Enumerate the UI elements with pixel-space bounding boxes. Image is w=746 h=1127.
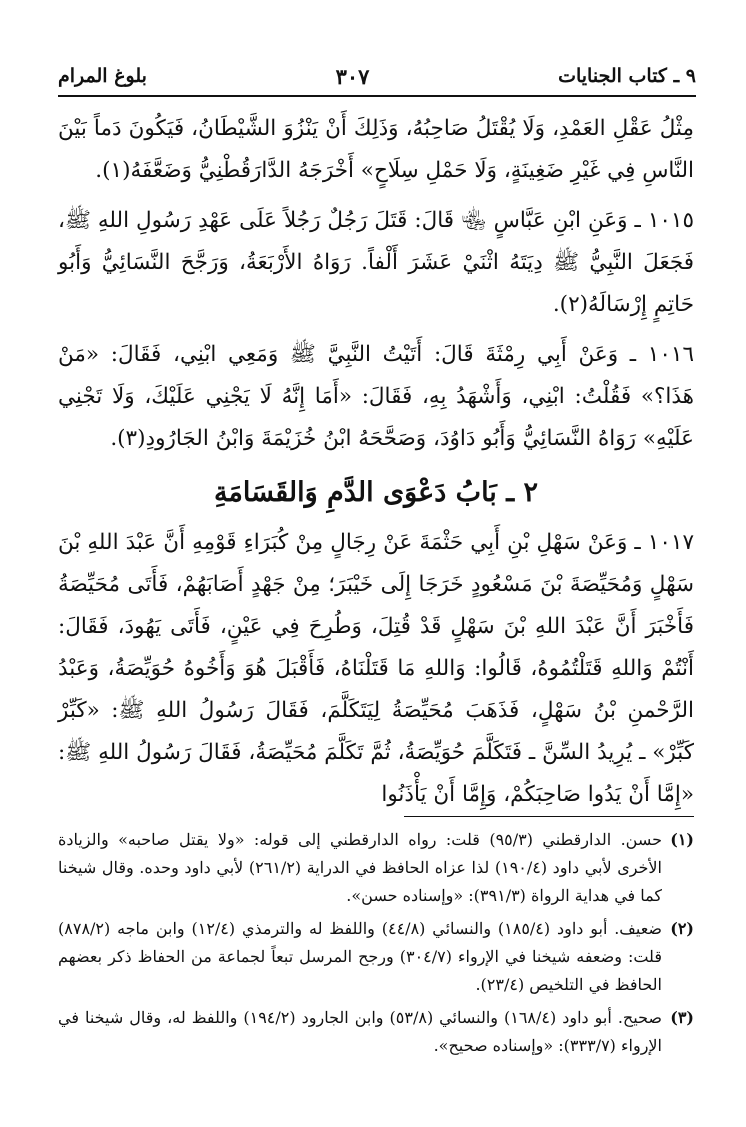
footnote-number: (٣) [670,1008,694,1027]
footnote [58,915,694,999]
footnote [58,826,694,910]
footnote-text: ضعيف. أبو داود (١٨٥/٤) والنسائي (٤٤/٨) واللفظ له والترمذي (١٢/٤) وابن ماجه (٨٧٨/٢) قلت: وضعفه شيخنا في الإرواء (٣٠٤/٧) ورجح المرسل تبعاً لجماعة من الحفاظ ذكر بعضهم الحافظ في التلخيص (٢٣/٤). [58,919,662,994]
main-text [58,108,694,824]
footnote [58,1004,694,1060]
hadith-1016: ١٠١٦ ـ وَعَنْ أَبِي رِمْثَةَ قَالَ: أَتَيْتُ النَّبِيَّ ﷺ وَمَعِي ابْنِي، فَقَالَ: «مَنْ هَذَا؟» فَقُلْتُ: ابْنِي، وَأَشْهَدُ بِهِ، فَقَالَ: «أَمَا إِنَّهُ لَا يَجْنِي عَلَيْكَ، وَلَا تَجْنِي عَلَيْهِ» رَوَاهُ النَّسَائِيُّ وَأَبُو دَاوُدَ، وَصَحَّحَهُ ابْنُ خُزَيْمَةَ وَابْنُ الجَارُودِ(٣). [58,342,694,451]
section-title: ٢ ـ بَابُ دَعْوَى الدَّمِ وَالقَسَامَةِ [213,477,539,508]
paragraph-continuation: مِثْلُ عَقْلِ العَمْدِ، وَلَا يُقْتَلُ صَاحِبُهُ، وَذَلِكَ أَنْ يَنْزُوَ الشَّيْطَانُ، فَيَكُونَ دَماً بَيْنَ النَّاسِ فِي غَيْرِ ضَغِينَةٍ، وَلَا حَمْلِ سِلَاحٍ» أَخْرَجَهُ الدَّارَقُطْنِيُّ وَضَعَّفَهُ(١). [58,116,694,183]
running-header [58,58,696,94]
footnote-text: صحيح. أبو داود (١٦٨/٤) والنسائي (٥٣/٨) وابن الجارود (١٩٤/٢) واللفظ له، وقال شيخنا في الإرواء (٣٣٣/٧): «وإسناده صحيح». [58,1008,662,1055]
hadith-1015: ١٠١٥ ـ وَعَنِ ابْنِ عَبَّاسٍ ﵄ قَالَ: قَتَلَ رَجُلٌ رَجُلاً عَلَى عَهْدِ رَسُولِ اللهِ ﷺ، فَجَعَلَ النَّبِيُّ ﷺ دِيَتَهُ اثْنَيْ عَشَرَ أَلْفاً. رَوَاهُ الأَرْبَعَةُ، وَرَجَّحَ النَّسَائِيُّ وَأَبُو حَاتِمٍ إِرْسَالَهُ(٢). [58,208,695,317]
page-number: ٣٠٧ [335,63,370,89]
hadith-1017: ١٠١٧ ـ وَعَنْ سَهْلِ بْنِ أَبِي حَثْمَةَ عَنْ رِجَالٍ مِنْ كُبَرَاءِ قَوْمِهِ أَنَّ عَبْدَ اللهِ بْنَ سَهْلٍ وَمُحَيِّصَةَ بْنَ مَسْعُودٍ خَرَجَا إِلَى خَيْبَرَ؛ مِنْ جَهْدٍ أَصَابَهُمْ، فَأَتَى مُحَيِّصَةُ فَأَخْبَرَ أَنَّ عَبْدَ اللهِ بْنَ سَهْلٍ قَدْ قُتِلَ، وَطُرِحَ فِي عَيْنٍ، فَأَتَى يَهُودَ، فَقَالَ: أَنْتُمْ وَاللهِ قَتَلْتُمُوهُ، قَالُوا: وَاللهِ مَا قَتَلْنَاهُ، فَأَقْبَلَ هُوَ وَأَخُوهُ حُوَيِّصَةُ، وَعَبْدُ الرَّحْمنِ بْنُ سَهْلٍ، فَذَهَبَ مُحَيِّصَةُ لِيَتَكَلَّمَ، فَقَالَ رَسُولُ اللهِ ﷺ: «كَبِّرْ كَبِّرْ» ـ يُرِيدُ السِّنَّ ـ فَتَكَلَّمَ حُوَيِّصَةُ، ثُمَّ تَكَلَّمَ مُحَيِّصَةُ، فَقَالَ رَسُولُ اللهِ ﷺ: «إِمَّا أَنْ يَدُوا صَاحِبَكُمْ، وَإِمَّا أَنْ يَأْذَنُوا [58,530,694,807]
footnote-divider [404,816,694,817]
footnotes [58,826,694,1065]
chapter-title: ٩ ـ كتاب الجنايات [558,65,696,87]
footnote-number: (١) [670,830,694,849]
header-divider [58,95,696,97]
book-title: بلوغ المرام [58,65,147,87]
footnote-text: حسن. الدارقطني (٩٥/٣) قلت: رواه الدارقطني إلى قوله: «ولا يقتل صاحبه» والزيادة الأخرى لأبي داود (١٩٠/٤) لذا عزاه الحافظ في الدراية (٢٦١/٢) لأبي داود وحده. وقال شيخنا كما في هداية الرواة (٣٩١/٣): «وإسناده حسن». [58,830,663,905]
footnote-number: (٢) [670,919,694,938]
